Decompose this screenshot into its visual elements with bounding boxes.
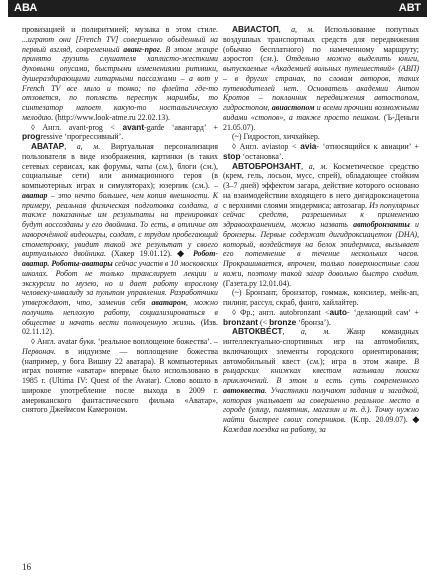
running-header [8,0,427,17]
body-text: - ‘относящийся к авиации’ + [316,142,419,151]
emphasis-text: В рыцарских книжках квестом называли поиски приключений. В этом и есть суть современного [223,356,419,385]
body-text: ◊ Фр.; англ. autobronzant < [232,307,330,317]
entry-paragraph [22,142,218,337]
emphasis-text: см. [194,181,206,190]
body-text: (К.пр. 20.09.07). [350,415,413,424]
emphasis-text: Роботы-аватары [51,259,113,268]
emphasis-text: . В этом жанре принято грузить слушателя хаплисто-жесткими духовыми опусами, быстрыми изменениями ритмики, душераздирающими гитарными пассажами – а вот у French TV все мило и тонко; по флейта где-то отзовется, по поплясть перестук маримбы, то синтезатор напоет какую-то ностальгическую мелодию. [22,44,218,122]
emphasis-text: см. [309,356,320,366]
entry-paragraph [223,132,419,142]
headword-text: bronze [269,316,297,327]
emphasis-text: . Участники получают задания и загадкой, которая указывает на совершенно реальное место в городе (улицу, памятник, магазин и т. д.). Точку нужно найти быстрее своих соперников. [223,385,419,424]
entry-paragraph [223,25,419,132]
body-text: ), блоги ( [168,161,203,171]
emphasis-text: букв. [79,337,96,346]
entry-paragraph [223,288,419,308]
body-text: - ‘делающий сам’ + [346,307,419,317]
body-text: , [64,142,77,151]
body-text: ). [273,54,286,64]
body-text: ressive ‘прогрессивный’. [40,132,124,142]
body-text: (Хакер 19.01.12). [111,249,178,259]
emphasis-text: и бронзеры. Первые содержат дигидроксиацетон (DHA), который, воздействуя на белок эпидермиса, вызывает его потемнение в течение нескольких часов. Прокрашивается, впрочем, только поверхностные слои кожи, поэтому такой загар довольно быстро сходит. [223,220,419,278]
emphasis-text: см. [202,161,214,171]
emphasis-text: Из популярных сейчас средств, разрешенных к применению здравоохранением, можно назвать [223,200,419,229]
body-text: -garde ‘авангард’ + [144,122,218,132]
body-text: ); игра в этом жанре. [319,356,415,366]
entry-paragraph [223,162,419,289]
headword-text: bronzant [223,316,259,327]
body-text: (Изв. 02.11.12). [22,317,218,337]
body-text: Жанр командных интеллектуально-спортивных игр на автомобилях, включающих элементы городского ориентирования; автомобильный квест ( [223,327,419,366]
emphasis-text: Первонач. [22,346,56,356]
body-text: (Ъ-Деньги 21.05.07). [223,112,419,132]
emphasis-text: , можно получить неплохую работу, социализироваться в обществе и начать вести полноценную жизнь. [22,298,218,327]
entry-paragraph [223,308,419,328]
emphasis-text: – это нечто большее, чем копия внешности. К примеру, реальная физическая подготовка солдата, а также показанные им результаты на тренировках будут воссозданы у его двойника. То есть, в отличие от наворочённой видеоигры, солдат, с трудом пробегающий стометровку, увидит такой же результат у своего виртуального двойника. [22,190,218,259]
entry-paragraph [223,142,419,162]
body-text: (< [258,317,270,327]
entry-paragraph [22,123,218,143]
emphasis-text: а, м. [300,327,331,337]
body-text: ‘остановка’. [240,151,284,161]
body-text: (http://www.look-atme.ru 22.02.13). [55,112,170,122]
emphasis-text: ...играют они [French TV] совершенно обыденный на первый взгляд, современный [22,34,218,54]
emphasis-text: и всеми прочими возможными видами «стопов», а также просто пешком. [223,103,419,122]
emphasis-text: аванг-прог [123,44,160,54]
emphasis-text: Каждая поездка на работу, за [223,424,326,434]
headword-text: АВИАСТОП [232,25,279,34]
page-number: 16 [22,562,31,572]
body-text: ‘реальное воплощение божества’. – [95,337,218,346]
body-text: Виртуальная персонализация пользователя в виде изображения, картинки (в таких сетевых сервисах, как форумы, чаты ( [22,142,218,171]
headword-text: avant [122,121,145,132]
emphasis-text: а, м. [308,161,328,171]
headword-text: АВАТАР [31,141,65,151]
emphasis-text: авиастопом [271,103,315,112]
body-text: ). [205,181,215,190]
emphasis-text: а, м. [291,25,315,34]
emphasis-text: аватар [22,190,48,200]
emphasis-text: Отдельно можно выделить книги, выпускаемые «Академией вольных путешествий» (АВП) – в других странах, по словам авторов, таких путеводителей нет. Основатель академии Антон Кротов – поклонник передвижения автостопом, гидростопом, [223,54,419,112]
left-column [22,25,218,559]
header-left-guide-word: АВА [14,2,38,14]
body-text: ), социальные сети) или анимационного героя (в компьютерных играх и симуляторах); юзерпик ( [22,161,218,190]
headword-text: ◆ [177,248,193,259]
body-text: ◊ Англ. avatar [31,337,80,346]
body-text: Косметическое средство (крем, гель, лосьон, мусс, спрей), обладающее стойким (3–7 дней) эффектом загара, действие которого основано на взаимодействии входящего в него дигидроксиацетона с верхними слоями эпидермиса; автозагар. [223,161,419,210]
body-text: , [282,327,301,337]
body-text: (~) Гидростоп, хичхайкер. [232,132,320,142]
body-text: , [278,25,292,34]
emphasis-text: сейчас участв в 10 московских школах. Робот не только транслирует лекции и экскурсии по музею, но и дает работу взрослому человеку-инвалиду за пультом управления. Разработчики утверждают, что, заменив себя [22,259,218,307]
body-text: провизацией и полиритмией; музыка в этом стиле. [22,25,218,34]
entry-paragraph [22,337,218,415]
emphasis-text: автоквеста [223,385,265,395]
entry-paragraph [223,327,419,434]
body-text: ◊ Англ. aviastop < [232,142,301,151]
headword-text: avia [300,141,317,151]
body-text: Использование попутных воздушных транспортных средств для передвижения (обычно бесплатного) по намеченному маршруту; аэростоп ( [223,25,419,64]
body-text: (Газета.ру 12.01.04). [223,278,292,288]
right-column [223,25,419,559]
header-right-guide-word: АВТ [398,2,421,14]
headword-text: ◆ [412,414,419,424]
emphasis-text: Робот-аватар. [22,249,218,268]
headword-text: АВТОКВЕ́СТ [232,326,283,337]
body-text: ‘бронза’). [296,317,331,327]
emphasis-text: аватаром [151,298,186,307]
body-text: , [301,161,309,171]
body-text: (~) Бронзант, бронзатор, гоммаж, консилер, мейк-ап, пилинг, рассул, скраб, фанго, хайлайтер. [223,288,419,307]
emphasis-text: автобронзанты [353,220,410,229]
emphasis-text: см. [158,161,169,171]
entry-paragraph [22,25,218,123]
headword-text: stop [223,150,241,161]
headword-text: prog [22,131,41,142]
headword-text: auto [329,306,347,317]
headword-text: АВТОБРОНЗАНТ [232,160,302,171]
emphasis-text: – [214,181,218,190]
body-text: в индуизме — воплощение божества (например, у бога Вишну 22 аватара). В компьютерных играх понятие «аватар» впервые было использовано в 1985 г. (Ultima IV: Quest of the Avatar). Слово вошло в широкое употребление после выхода в 2009 г. американского фантастического фильма «Аватар», снятого Джеймсом Камероном. [22,346,218,415]
emphasis-text: а, м. [76,142,101,151]
emphasis-text: см. [263,54,274,64]
body-text: ◊ Англ. avant-prog < [31,122,123,132]
